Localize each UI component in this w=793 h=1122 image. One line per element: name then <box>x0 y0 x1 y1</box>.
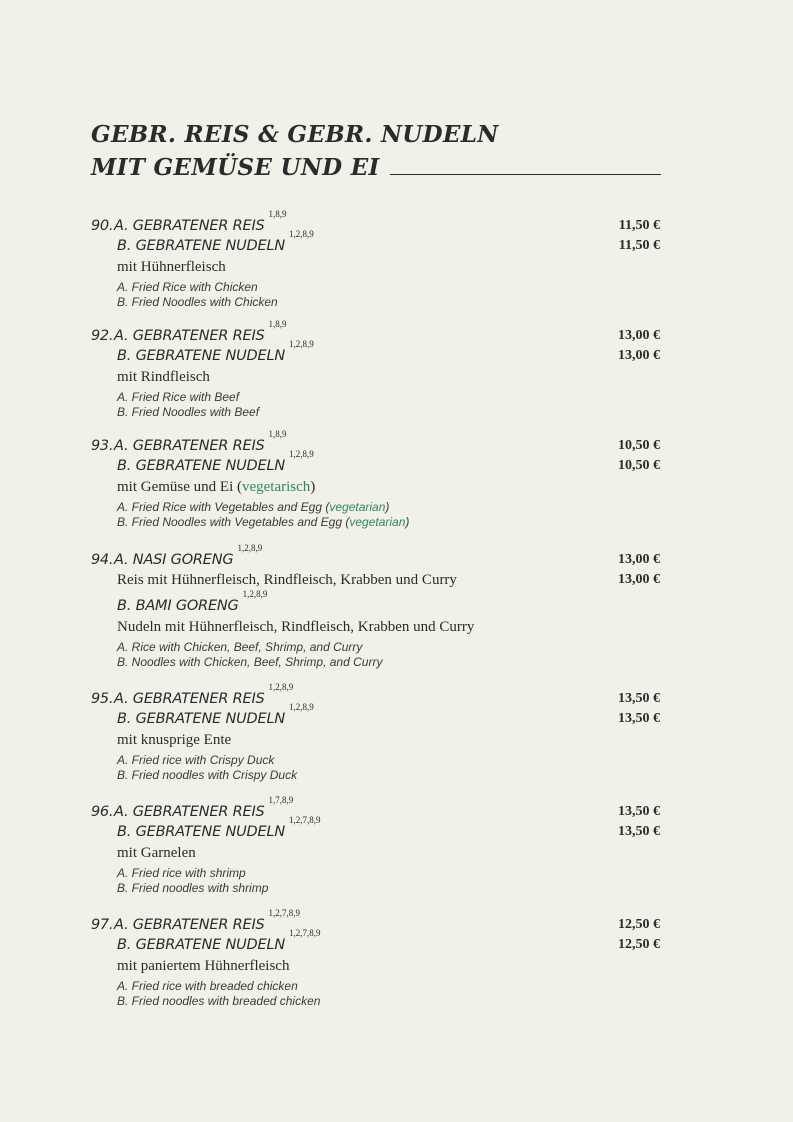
item-number: 92. <box>91 328 114 344</box>
allergen-codes: 1,2,8,9 <box>242 589 268 599</box>
english-name-a: A. Fried rice with breaded chicken <box>117 979 298 993</box>
item-name-b: B. GEBRATENE NUDELN$^{1,2,7,8,9}$ <box>117 815 321 840</box>
item-name-a: A. GEBRATENER REIS$^{1,2,7,8,9}$ <box>114 908 301 933</box>
vegetarian-label: vegetarian <box>349 515 406 529</box>
allergen-codes: 1,8,9 <box>268 319 287 329</box>
item-name-a: A. GEBRATENER REIS$^{1,8,9}$ <box>114 429 287 454</box>
english-name-b: B. Fried Noodles with Chicken <box>117 295 278 309</box>
item-name-a: A. GEBRATENER REIS$^{1,7,8,9}$ <box>114 795 294 820</box>
menu-item-97 <box>91 908 660 1008</box>
price-a: 13,50 € <box>618 804 660 819</box>
section-title <box>91 118 661 184</box>
allergen-codes: 1,2,8,9 <box>237 543 263 553</box>
english-name-b: B. Noodles with Chicken, Beef, Shrimp, and Curry <box>117 655 383 669</box>
price-b: 13,50 € <box>618 711 660 726</box>
menu-item-94 <box>91 543 660 669</box>
item-name-b: B. GEBRATENE NUDELN$^{1,2,8,9}$ <box>117 449 314 474</box>
english-name-a: A. Fried rice with Crispy Duck <box>117 753 275 767</box>
allergen-codes: 1,2,8,9 <box>289 702 314 712</box>
item-name-b: B. GEBRATENE NUDELN$^{1,2,7,8,9}$ <box>117 928 321 953</box>
english-name-a: A. Fried Rice with Beef <box>117 390 240 404</box>
english-name-a: A. Fried rice with shrimp <box>117 866 246 880</box>
allergen-codes: 1,2,7,8,9 <box>289 928 321 938</box>
price-b: 10,50 € <box>618 458 660 473</box>
item-description: mit Gemüse und Ei (vegetarisch) <box>117 479 316 495</box>
item-name-b: B. GEBRATENE NUDELN$^{1,2,8,9}$ <box>117 339 314 364</box>
item-number: 93. <box>91 438 114 454</box>
menu-item-96 <box>91 795 660 895</box>
price-b: 13,50 € <box>618 824 660 839</box>
price-a: 10,50 € <box>618 438 660 453</box>
allergen-codes: 1,2,8,9 <box>268 682 294 692</box>
item-name-b: B. BAMI GORENG$^{1,2,8,9}$ <box>117 589 268 614</box>
price-b: 13,00 € <box>618 348 660 363</box>
menu-item-90 <box>91 209 660 309</box>
menu-item-92 <box>91 319 660 419</box>
section-title-line-1: GEBR. REIS & GEBR. NUDELN <box>91 121 499 148</box>
title-rule <box>390 174 661 175</box>
item-description: mit Rindfleisch <box>117 369 210 385</box>
english-name-a: A. Fried Rice with Vegetables and Egg (vegetarian) <box>117 500 390 514</box>
item-number: 96. <box>91 804 114 820</box>
english-name-a: A. Rice with Chicken, Beef, Shrimp, and Curry <box>117 640 363 654</box>
price-a: 13,00 € <box>618 552 660 567</box>
item-number: 95. <box>91 691 114 707</box>
vegetarian-label: vegetarian <box>329 500 386 514</box>
item-name-a: A. GEBRATENER REIS$^{1,2,8,9}$ <box>114 682 294 707</box>
menu-item-95 <box>91 682 660 782</box>
allergen-codes: 1,2,8,9 <box>289 339 314 349</box>
item-description: mit knusprige Ente <box>117 732 232 748</box>
item-name-b: B. GEBRATENE NUDELN$^{1,2,8,9}$ <box>117 702 314 727</box>
allergen-codes: 1,2,7,8,9 <box>289 815 321 825</box>
allergen-codes: 1,8,9 <box>268 429 287 439</box>
item-name-a: A. GEBRATENER REIS$^{1,8,9}$ <box>114 209 287 234</box>
price-a: 13,50 € <box>618 691 660 706</box>
price-a: 11,50 € <box>618 218 660 233</box>
price-a: 13,00 € <box>618 328 660 343</box>
item-number: 97. <box>91 917 114 933</box>
allergen-codes: 1,2,8,9 <box>289 229 314 239</box>
allergen-codes: 1,2,7,8,9 <box>268 908 301 918</box>
item-description: mit Hühnerfleisch <box>117 259 226 275</box>
allergen-codes: 1,2,8,9 <box>289 449 314 459</box>
menu-item-93 <box>91 429 660 529</box>
price-b: 13,00 € <box>618 572 660 587</box>
english-name-b: B. Fried Noodles with Beef <box>117 405 260 419</box>
price-b: 11,50 € <box>618 238 660 253</box>
item-name-a: A. GEBRATENER REIS$^{1,8,9}$ <box>114 319 287 344</box>
item-number: 90. <box>91 218 114 234</box>
item-number: 94. <box>91 552 114 568</box>
price-a: 12,50 € <box>618 917 660 932</box>
allergen-codes: 1,8,9 <box>268 209 287 219</box>
item-description-a: Reis mit Hühnerfleisch, Rindfleisch, Krabben und Curry <box>117 572 457 588</box>
english-name-b: B. Fried Noodles with Vegetables and Egg (vegetarian) <box>117 515 410 529</box>
section-title-line-2: MIT GEMÜSE UND EI <box>91 154 380 181</box>
vegetarian-label: vegetarisch <box>241 479 311 495</box>
item-description-b: Nudeln mit Hühnerfleisch, Rindfleisch, Krabben und Curry <box>117 619 475 635</box>
price-b: 12,50 € <box>618 937 660 952</box>
item-description: mit Garnelen <box>117 845 196 861</box>
allergen-codes: 1,7,8,9 <box>268 795 294 805</box>
english-name-b: B. Fried noodles with Crispy Duck <box>117 768 298 782</box>
english-name-b: B. Fried noodles with shrimp <box>117 881 269 895</box>
english-name-b: B. Fried noodles with breaded chicken <box>117 994 321 1008</box>
item-description: mit paniertem Hühnerfleisch <box>117 958 290 974</box>
item-name-b: B. GEBRATENE NUDELN$^{1,2,8,9}$ <box>117 229 314 254</box>
english-name-a: A. Fried Rice with Chicken <box>117 280 258 294</box>
item-name-a: A. NASI GORENG$^{1,2,8,9}$ <box>114 543 263 568</box>
